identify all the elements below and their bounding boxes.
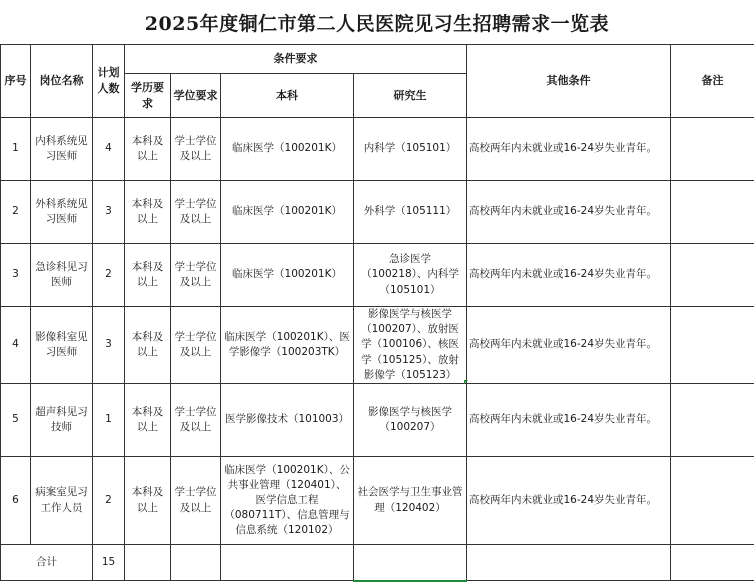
header-conditions: 条件要求 xyxy=(125,45,467,74)
cell-remarks xyxy=(671,457,754,545)
cell-comment-marker xyxy=(464,380,468,384)
cell-undergrad: 医学影像技术（101003） xyxy=(221,384,354,457)
cell-education: 本科及以上 xyxy=(125,384,171,457)
cell-count: 4 xyxy=(93,118,125,181)
cell-other: 高校两年内未就业或16-24岁失业青年。 xyxy=(467,384,671,457)
cell-seq: 1 xyxy=(1,118,31,181)
cell-count: 2 xyxy=(93,457,125,545)
selected-cell[interactable] xyxy=(354,545,467,581)
cell-graduate: 外科学（105111） xyxy=(354,181,467,244)
cell-remarks xyxy=(671,181,754,244)
header-seq: 序号 xyxy=(1,45,31,118)
cell-graduate: 内科学（105101） xyxy=(354,118,467,181)
total-count: 15 xyxy=(93,545,125,581)
cell-position: 内科系统见习医师 xyxy=(31,118,93,181)
cell-seq: 5 xyxy=(1,384,31,457)
table-row xyxy=(1,384,754,457)
cell-seq: 3 xyxy=(1,244,31,307)
header-remarks: 备注 xyxy=(671,45,754,118)
cell-seq: 2 xyxy=(1,181,31,244)
header-plan-count: 计划人数 xyxy=(93,45,125,118)
cell-education: 本科及以上 xyxy=(125,457,171,545)
cell-remarks xyxy=(671,307,754,384)
cell-position: 外科系统见习医师 xyxy=(31,181,93,244)
table-row xyxy=(1,118,754,181)
cell-remarks xyxy=(671,384,754,457)
cell-count: 1 xyxy=(93,384,125,457)
cell-position: 急诊科见习医师 xyxy=(31,244,93,307)
header-education: 学历要求 xyxy=(125,74,171,118)
cell-count: 3 xyxy=(93,181,125,244)
cell-other: 高校两年内未就业或16-24岁失业青年。 xyxy=(467,307,671,384)
total-row xyxy=(1,545,754,581)
header-undergrad: 本科 xyxy=(221,74,354,118)
cell-degree: 学士学位及以上 xyxy=(171,457,221,545)
cell-count: 3 xyxy=(93,307,125,384)
cell-position: 超声科见习技师 xyxy=(31,384,93,457)
table-row xyxy=(1,457,754,545)
cell-other: 高校两年内未就业或16-24岁失业青年。 xyxy=(467,181,671,244)
table-row xyxy=(1,181,754,244)
cell-undergrad: 临床医学（100201K） xyxy=(221,244,354,307)
cell-degree: 学士学位及以上 xyxy=(171,181,221,244)
cell-other: 高校两年内未就业或16-24岁失业青年。 xyxy=(467,118,671,181)
cell-education: 本科及以上 xyxy=(125,181,171,244)
cell-undergrad: 临床医学（100201K）、公共事业管理（120401）、医学信息工程（080711T）、信息管理与信息系统（120102） xyxy=(221,457,354,545)
cell-other: 高校两年内未就业或16-24岁失业青年。 xyxy=(467,457,671,545)
cell-education: 本科及以上 xyxy=(125,118,171,181)
cell-degree: 学士学位及以上 xyxy=(171,384,221,457)
cell-degree: 学士学位及以上 xyxy=(171,118,221,181)
cell-position: 病案室见习工作人员 xyxy=(31,457,93,545)
page-title: 2025年度铜仁市第二人民医院见习生招聘需求一览表 xyxy=(0,0,754,44)
cell-graduate: 社会医学与卫生事业管理（120402） xyxy=(354,457,467,545)
cell-seq: 4 xyxy=(1,307,31,384)
cell-education: 本科及以上 xyxy=(125,307,171,384)
total-label: 合计 xyxy=(1,545,93,581)
cell-degree: 学士学位及以上 xyxy=(171,244,221,307)
cell-undergrad: 临床医学（100201K） xyxy=(221,181,354,244)
table-row xyxy=(1,244,754,307)
cell-position: 影像科室见习医师 xyxy=(31,307,93,384)
cell-other: 高校两年内未就业或16-24岁失业青年。 xyxy=(467,244,671,307)
recruitment-table xyxy=(0,44,754,582)
header-other: 其他条件 xyxy=(467,45,671,118)
cell-undergrad: 临床医学（100201K）、医学影像学（100203TK） xyxy=(221,307,354,384)
cell-graduate: 急诊医学（100218）、内科学（105101） xyxy=(354,244,467,307)
header-position: 岗位名称 xyxy=(31,45,93,118)
header-degree: 学位要求 xyxy=(171,74,221,118)
cell-seq: 6 xyxy=(1,457,31,545)
cell-count: 2 xyxy=(93,244,125,307)
cell-degree: 学士学位及以上 xyxy=(171,307,221,384)
cell-graduate: 影像医学与核医学（100207） xyxy=(354,384,467,457)
cell-undergrad: 临床医学（100201K） xyxy=(221,118,354,181)
cell-education: 本科及以上 xyxy=(125,244,171,307)
cell-graduate: 影像医学与核医学（100207）、放射医学（100106）、核医学（105125）、放射影像学（105123） xyxy=(354,307,467,384)
cell-remarks xyxy=(671,118,754,181)
cell-remarks xyxy=(671,244,754,307)
header-graduate: 研究生 xyxy=(354,74,467,118)
table-row xyxy=(1,307,754,384)
